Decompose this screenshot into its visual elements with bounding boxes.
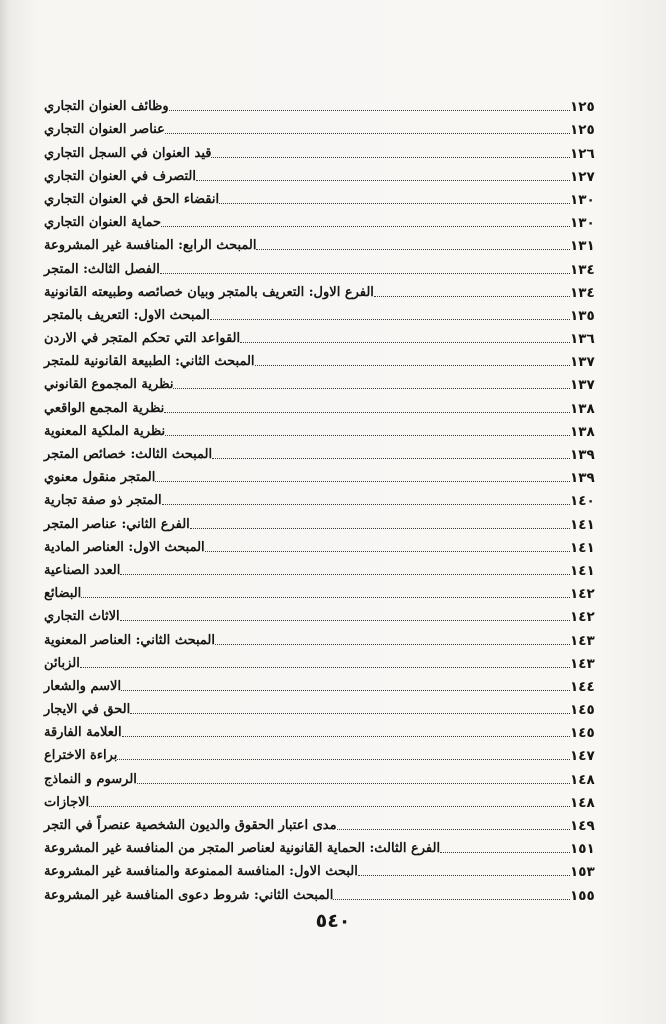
leader-dots — [215, 644, 570, 645]
toc-entry-title: الزبائن — [44, 655, 80, 671]
toc-entry-page: ١٥١ — [570, 841, 595, 858]
leader-dots — [337, 829, 570, 830]
leader-dots — [89, 806, 570, 807]
toc-entry-title: قيد العنوان في السجل التجاري — [44, 145, 212, 161]
toc-row — [38, 533, 604, 556]
leader-dots — [374, 296, 570, 297]
toc-row — [38, 278, 604, 301]
leader-dots — [121, 690, 570, 691]
toc-row — [38, 556, 604, 579]
leader-dots — [81, 597, 570, 598]
leader-dots — [440, 852, 570, 853]
leader-dots — [211, 157, 570, 158]
toc-entry-page: ١٣٠ — [570, 191, 595, 208]
toc-entry-title: القواعد التي تحكم المتجر في الاردن — [44, 331, 241, 347]
toc-row — [38, 92, 604, 115]
leader-dots — [165, 435, 570, 436]
toc-entry-page: ١٤١ — [570, 539, 595, 556]
toc-row — [38, 440, 604, 463]
leader-dots — [117, 759, 570, 760]
leader-dots — [155, 481, 570, 482]
toc-entry-title: الفرع الثاني: عناصر المتجر — [44, 516, 190, 532]
leader-dots — [162, 504, 570, 505]
toc-entry-page: ١٤٥ — [570, 702, 595, 719]
toc-row — [38, 393, 604, 416]
leader-dots — [210, 319, 570, 320]
toc-entry-title: الفصل الثالث: المتجر — [44, 261, 160, 277]
toc-row — [38, 718, 604, 741]
page-number: ٥٤٠ — [315, 910, 351, 932]
toc-entry-title: المبحث الثالث: خصائص المتجر — [44, 447, 213, 462]
leader-dots — [137, 783, 570, 784]
leader-dots — [196, 180, 570, 181]
leader-dots — [165, 133, 570, 134]
toc-row — [38, 301, 604, 324]
leader-dots — [120, 574, 570, 575]
toc-entry-page: ١٤٧ — [570, 748, 595, 765]
toc-entry-page: ١٢٧ — [570, 168, 595, 185]
toc-entry-title: حماية العنوان التجاري — [44, 215, 162, 231]
toc-row — [38, 880, 604, 903]
toc-entry-page: ١٣٤ — [570, 261, 595, 278]
toc-entry-page: ١٥٣ — [570, 864, 595, 881]
toc-row — [38, 672, 604, 695]
toc-row — [38, 486, 604, 509]
toc-row — [38, 649, 604, 672]
toc-entry-title: العدد الصناعية — [44, 562, 121, 578]
toc-entry-page: ١٣٩ — [570, 470, 595, 487]
toc-entry-title: الرسوم و النماذج — [44, 771, 137, 787]
toc-entry-page: ١٣٤ — [570, 284, 595, 301]
leader-dots — [240, 342, 570, 343]
toc-row — [38, 695, 604, 718]
toc-entry-page: ١٤٩ — [570, 818, 595, 834]
toc-entry-page: ١٤٢ — [570, 609, 595, 626]
toc-entry-page: ١٤١ — [570, 516, 595, 533]
toc-entry-title: وظائف العنوان التجاري — [44, 99, 169, 115]
toc-entry-page: ١٣٨ — [570, 423, 595, 440]
toc-entry-page: ١٣٦ — [570, 331, 595, 348]
toc-entry-title: المبحث الثاني: الطبيعة القانونية للمتجر — [44, 354, 255, 370]
leader-dots — [122, 736, 570, 737]
toc-entry-page: ١٤٠ — [570, 493, 595, 510]
toc-entry-title: الفرع الثالث: الحماية القانونية لعناصر المتجر من المنافسة غير المشروعة — [44, 841, 441, 857]
toc-entry-page: ١٣١ — [570, 238, 595, 255]
toc-entry-page: ١٤٨ — [570, 771, 595, 788]
toc-row — [38, 509, 604, 532]
toc-entry-page: ١٤١ — [570, 562, 595, 579]
toc-row — [38, 625, 604, 648]
toc-entry-page: ١٣٨ — [570, 400, 595, 417]
table-of-contents — [38, 92, 604, 904]
toc-entry-title: الفرع الاول: التعريف بالمتجر وبيان خصائصه وطبيعته القانونية — [44, 284, 374, 300]
toc-row — [38, 324, 604, 347]
toc-entry-title: المبحث الثاني: العناصر المعنوية — [44, 632, 215, 648]
toc-row — [38, 231, 604, 254]
leader-dots — [333, 899, 570, 900]
leader-dots — [219, 203, 570, 204]
toc-entry-page: ١٤٨ — [570, 794, 595, 811]
toc-row — [38, 811, 604, 834]
toc-entry-page: ١٤٥ — [570, 725, 595, 742]
toc-row — [38, 579, 604, 602]
toc-entry-title: المبحث الثاني: شروط دعوى المنافسة غير المشروعة — [44, 887, 334, 903]
toc-row — [38, 834, 604, 857]
toc-entry-title: البحث الاول: المنافسة الممنوعة والمنافسة غير المشروعة — [44, 864, 358, 880]
leader-dots — [173, 388, 570, 389]
toc-row — [38, 764, 604, 787]
toc-entry-page: ١٥٥ — [570, 887, 595, 904]
toc-row — [38, 254, 604, 277]
toc-entry-title: البضائع — [44, 586, 82, 602]
toc-row — [38, 417, 604, 440]
toc-entry-title: المتجر منقول معنوي — [44, 470, 156, 486]
toc-entry-title: براءة الاختراع — [44, 748, 118, 764]
toc-entry-page: ١٣٠ — [570, 215, 595, 232]
toc-entry-title: الاثاث التجاري — [44, 609, 120, 625]
leader-dots — [190, 528, 570, 529]
toc-entry-title: المبحث الاول: العناصر المادية — [44, 539, 205, 555]
toc-entry-title: المبحث الاول: التعريف بالمتجر — [44, 307, 210, 323]
toc-entry-title: مدى اعتبار الحقوق والديون الشخصية عنصراً في التجر — [44, 818, 337, 833]
leader-dots — [169, 110, 570, 111]
leader-dots — [255, 365, 570, 366]
toc-entry-title: العلامة الفارقة — [44, 725, 122, 741]
leader-dots — [160, 273, 570, 274]
toc-entry-title: الاجازات — [44, 794, 90, 810]
leader-dots — [358, 875, 570, 876]
toc-entry-page: ١٢٥ — [570, 99, 595, 116]
toc-entry-title: المتجر ذو صفة تجارية — [44, 493, 162, 509]
toc-entry-page: ١٤٣ — [570, 632, 595, 649]
toc-row — [38, 788, 604, 811]
toc-entry-page: ١٤٢ — [570, 586, 595, 603]
toc-entry-title: نظرية الملكية المعنوية — [44, 423, 166, 439]
toc-row — [38, 602, 604, 625]
leader-dots — [256, 249, 570, 250]
toc-entry-title: نظرية المجموع القانوني — [44, 377, 174, 393]
toc-row — [38, 162, 604, 185]
leader-dots — [164, 412, 570, 413]
toc-row — [38, 208, 604, 231]
toc-entry-title: عناصر العنوان التجاري — [44, 122, 165, 138]
toc-row — [38, 347, 604, 370]
leader-dots — [212, 458, 570, 459]
toc-entry-page: ١٣٧ — [570, 377, 595, 394]
leader-dots — [205, 551, 570, 552]
leader-dots — [130, 713, 570, 714]
toc-entry-page: ١٢٥ — [570, 122, 595, 139]
toc-entry-title: المبحث الرابع: المنافسة غير المشروعة — [44, 238, 257, 254]
toc-entry-title: نظرية المجمع الواقعي — [44, 400, 165, 416]
toc-entry-title: الحق في الايجار — [44, 702, 131, 718]
leader-dots — [161, 226, 570, 227]
toc-row — [38, 741, 604, 764]
toc-row — [38, 115, 604, 138]
leader-dots — [80, 667, 570, 668]
toc-entry-page: ١٢٦ — [570, 145, 595, 162]
toc-row — [38, 857, 604, 880]
toc-entry-page: ١٤٣ — [570, 655, 595, 672]
toc-entry-page: ١٣٧ — [570, 354, 595, 371]
toc-entry-page: ١٤٤ — [570, 678, 595, 695]
toc-row — [38, 370, 604, 393]
toc-entry-title: الاسم والشعار — [44, 678, 122, 694]
toc-row — [38, 185, 604, 208]
leader-dots — [120, 620, 570, 621]
toc-row — [38, 138, 604, 161]
toc-entry-title: انقضاء الحق في العنوان التجاري — [44, 191, 220, 207]
toc-entry-title: التصرف في العنوان التجاري — [44, 168, 196, 184]
toc-entry-page: ١٣٥ — [570, 307, 595, 324]
toc-entry-page: ١٣٩ — [570, 447, 595, 463]
toc-row — [38, 463, 604, 486]
